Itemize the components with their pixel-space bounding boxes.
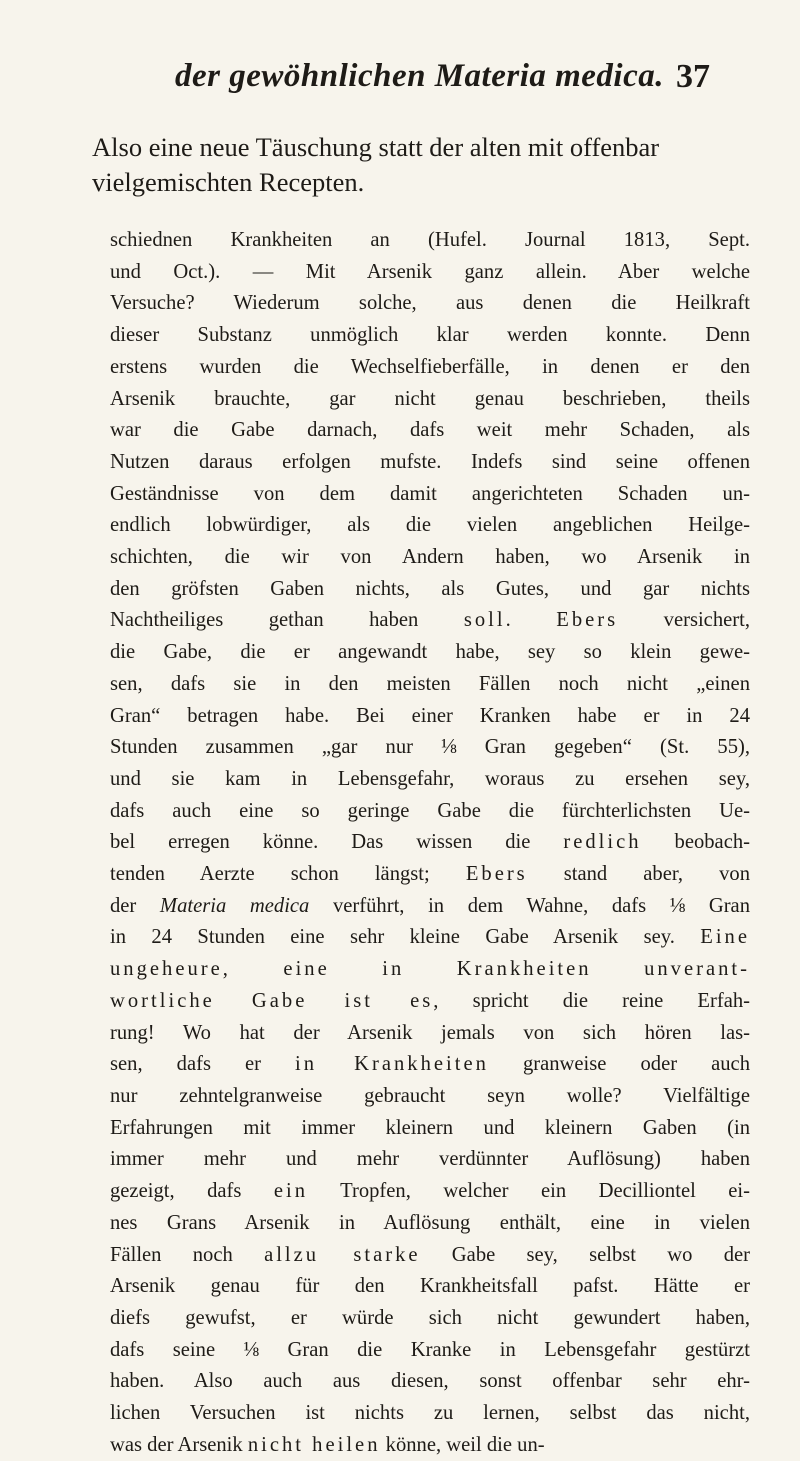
text-line xyxy=(110,859,750,891)
emphasis-spaced: Ebers xyxy=(556,609,619,632)
text-line xyxy=(110,257,750,289)
text-run: schichten, die wir von Andern haben, wo Arsenik in xyxy=(110,546,750,569)
text-run: Arsenik brauchte, gar nicht genau beschrieben, theils xyxy=(110,387,750,410)
text-run: endlich lobwürdiger, als die vielen angeblichen Heilge- xyxy=(110,514,750,537)
text-run: dieser Substanz unmöglich klar werden konnte. Denn xyxy=(110,324,750,347)
text-run: granweise oder auch xyxy=(488,1053,750,1076)
text-run: erstens wurden die Wechselfieberfälle, in denen er den xyxy=(110,355,750,378)
text-run: Nachtheiliges gethan haben xyxy=(110,609,464,632)
text-run: Geständnisse von dem damit angerichteten Schaden un- xyxy=(110,482,750,505)
text-line xyxy=(110,384,750,416)
emphasis-italic: Materia medica xyxy=(159,894,310,917)
text-run: bel erregen könne. Das wissen die xyxy=(110,831,564,854)
emphasis-spaced: Ebers xyxy=(465,863,528,886)
text-line xyxy=(110,225,750,257)
text-run: nur zehntelgranweise gebraucht seyn wolle? Vielfältige xyxy=(110,1084,750,1107)
text-line xyxy=(110,827,750,859)
emphasis-spaced: wortliche Gabe ist es xyxy=(110,989,434,1012)
text-line xyxy=(110,574,750,606)
emphasis-spaced: Eine xyxy=(700,926,750,949)
text-line xyxy=(110,922,750,954)
emphasis-spaced: ein xyxy=(273,1180,309,1203)
text-line xyxy=(110,1176,750,1208)
intro-line: Also eine neue Täuschung statt der alten mit offenbar xyxy=(92,132,660,162)
text-line xyxy=(110,1366,750,1398)
text-run: dafs auch eine so geringe Gabe die fürchterlichsten Ue- xyxy=(110,799,750,822)
text-line xyxy=(110,320,750,352)
text-run: immer mehr und mehr verdünnter Auflösung) haben xyxy=(110,1148,750,1171)
text-run: sen, dafs sie in den meisten Fällen noch nicht „einen xyxy=(110,672,750,695)
emphasis-spaced: allzu starke xyxy=(264,1243,421,1266)
text-line xyxy=(110,1049,750,1081)
text-line xyxy=(110,764,750,796)
emphasis-spaced: ungeheure, eine in Krankheiten unverant- xyxy=(110,958,750,981)
text-line xyxy=(110,1303,750,1335)
text-line xyxy=(110,542,750,574)
text-line xyxy=(110,732,750,764)
text-line xyxy=(110,796,750,828)
text-run: Arsenik genau für den Krankheitsfall pafst. Hätte er xyxy=(110,1275,750,1298)
text-run: und Oct.). — Mit Arsenik ganz allein. Aber welche xyxy=(110,260,750,283)
text-line xyxy=(110,954,750,986)
text-line xyxy=(110,288,750,320)
text-run: rung! Wo hat der Arsenik jemals von sich hören las- xyxy=(110,1021,750,1044)
text-run: lichen Versuchen ist nichts zu lernen, selbst das nicht, xyxy=(110,1402,750,1425)
text-line xyxy=(110,1081,750,1113)
text-line xyxy=(110,605,750,637)
body-text xyxy=(110,225,750,1461)
text-run: könne, weil die un- xyxy=(380,1433,545,1456)
text-line xyxy=(110,479,750,511)
text-run: was der Arsenik xyxy=(110,1433,248,1456)
text-run: sen, dafs er xyxy=(110,1053,296,1076)
text-run: Fällen noch xyxy=(110,1243,265,1266)
text-run: war die Gabe darnach, dafs weit mehr Schaden, als xyxy=(110,419,750,442)
text-run: in 24 Stunden eine sehr kleine Gabe Arsenik sey. xyxy=(110,926,701,949)
text-run: der xyxy=(110,894,160,917)
page-number: 37 xyxy=(676,58,710,95)
text-run: Tropfen, welcher ein Decilliontel ei- xyxy=(308,1180,751,1203)
text-run: . xyxy=(505,609,557,632)
text-run: haben. Also auch aus diesen, sonst offenbar sehr ehr- xyxy=(110,1370,750,1393)
text-run: diefs gewufst, er würde sich nicht gewundert haben, xyxy=(110,1306,750,1329)
text-line xyxy=(110,415,750,447)
text-run: Stunden zusammen „gar nur ⅛ Gran gegeben“ (St. 55), xyxy=(110,736,750,759)
text-line xyxy=(110,352,750,384)
text-line xyxy=(110,1208,750,1240)
text-run: stand aber, von xyxy=(527,863,750,886)
emphasis-spaced: redlich xyxy=(563,831,642,854)
text-run: Gran“ betragen habe. Bei einer Kranken habe er in 24 xyxy=(110,704,750,727)
text-line xyxy=(110,637,750,669)
text-run: beobach- xyxy=(641,831,750,854)
text-line xyxy=(110,986,750,1018)
text-run: gezeigt, dafs xyxy=(110,1180,274,1203)
text-line xyxy=(110,1113,750,1145)
text-line xyxy=(110,669,750,701)
emphasis-spaced: soll xyxy=(463,609,506,632)
text-run: dafs seine ⅛ Gran die Kranke in Lebensgefahr gestürzt xyxy=(110,1338,750,1361)
text-run: Erfahrungen mit immer kleinern und kleinern Gaben (in xyxy=(110,1116,750,1139)
text-line xyxy=(110,891,750,923)
text-run: versichert, xyxy=(618,609,750,632)
emphasis-spaced: nicht heilen xyxy=(247,1433,381,1456)
text-line xyxy=(110,1144,750,1176)
text-line xyxy=(110,1335,750,1367)
intro-text xyxy=(92,130,732,200)
text-run: die Gabe, die er angewandt habe, sey so klein gewe- xyxy=(110,641,750,664)
text-run: Gabe sey, selbst wo der xyxy=(420,1243,750,1266)
running-title: der gewöhnlichen Materia medica. xyxy=(175,58,664,94)
text-line xyxy=(110,1398,750,1430)
text-line xyxy=(110,701,750,733)
text-line xyxy=(110,447,750,479)
text-run: tenden Aerzte schon längst; xyxy=(110,863,466,886)
text-line xyxy=(110,1018,750,1050)
text-run: den gröfsten Gaben nichts, als Gutes, und gar nichts xyxy=(110,577,750,600)
intro-line: vielgemischten Recepten. xyxy=(92,167,365,197)
text-run: Versuche? Wiederum solche, aus denen die Heilkraft xyxy=(110,292,750,315)
text-run: nes Grans Arsenik in Auflösung enthält, eine in vielen xyxy=(110,1211,750,1234)
text-run: schiednen Krankheiten an (Hufel. Journal 1813, Sept. xyxy=(110,229,750,251)
text-line xyxy=(110,1240,750,1272)
emphasis-spaced: in Krankheiten xyxy=(295,1053,489,1076)
text-run: verführt, in dem Wahne, dafs ⅛ Gran xyxy=(309,894,750,917)
text-line xyxy=(110,1430,750,1461)
text-run: und sie kam in Lebensgefahr, woraus zu ersehen sey, xyxy=(110,767,750,790)
text-run: , spricht die reine Erfah- xyxy=(433,989,751,1012)
text-run: Nutzen daraus erfolgen mufste. Indefs sind seine offenen xyxy=(110,450,750,473)
running-head xyxy=(0,58,800,102)
text-line xyxy=(110,510,750,542)
text-line xyxy=(110,1271,750,1303)
